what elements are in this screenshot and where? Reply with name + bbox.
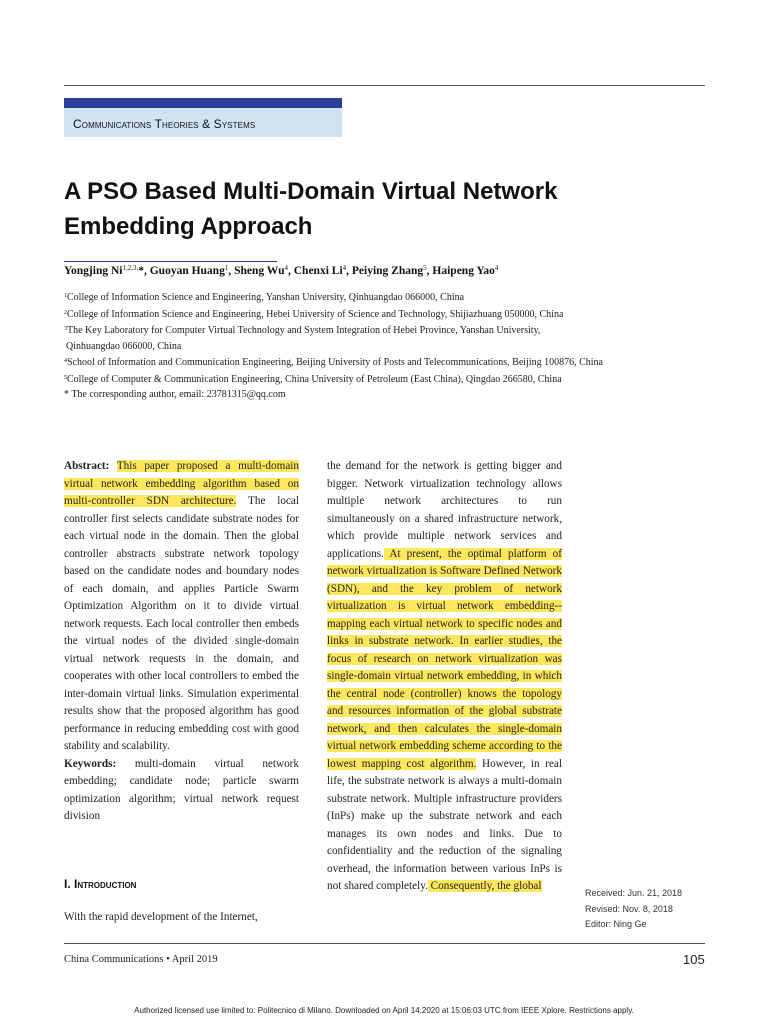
affiliation-list bbox=[64, 289, 603, 403]
affiliation-sup: 4 bbox=[64, 358, 67, 364]
page-number: 105 bbox=[683, 952, 705, 967]
author-sep: , bbox=[228, 265, 235, 277]
author-affil-sup: 4 bbox=[342, 264, 347, 272]
author-name: Haipeng Yao bbox=[432, 265, 495, 277]
author-name: Peiying Zhang bbox=[351, 265, 424, 277]
affiliation-item bbox=[64, 306, 603, 323]
affiliation-sup: 3 bbox=[64, 326, 67, 332]
license-notice: Authorized licensed use limited to: Politecnico di Milano. Downloaded on April 14,2020 at 15:06:03 UTC from IEEE Xplore. Restrictions apply. bbox=[134, 1006, 634, 1015]
author-sep: , bbox=[346, 265, 352, 277]
author-affil-sup: 1 bbox=[224, 264, 229, 272]
section-label: Communications Theories & Systems bbox=[73, 117, 256, 131]
body-highlight: At present, the optimal platform of network virtualization is Software Defined Network (SDN), and the key problem of network virtualization is virtual network embedding-- mapping each virtual network to specific nodes and links in substrate network. In earlier studies, the focus of research on network virtualization was single-domain virtual network embedding, in which the central node (controller) knows the topology and resources information of the global substrate network, and then calculates the single-domain virtual network embedding scheme according to the lowest mapping cost algorithm. bbox=[327, 547, 562, 770]
author-affil-sup: 4 bbox=[494, 264, 499, 272]
footer-rule bbox=[64, 943, 705, 944]
affiliation-text: Qinhuangdao 066000, China bbox=[66, 340, 182, 352]
affiliation-text: College of Information Science and Engineering, Hebei University of Science and Technology, Shijiazhuang 050000, China bbox=[67, 308, 564, 320]
keywords bbox=[64, 756, 299, 826]
section-heading bbox=[64, 877, 136, 891]
received-date: Received: Jun. 21, 2018 bbox=[585, 888, 683, 898]
author-sep: *, bbox=[138, 265, 150, 277]
keywords-label: Keywords: bbox=[64, 757, 117, 770]
author-affil-sup: 1,2,3, bbox=[122, 264, 139, 272]
affiliation-sup: 5 bbox=[64, 374, 67, 381]
paper-title: A PSO Based Multi-Domain Virtual Network Embedding Approach bbox=[64, 178, 558, 240]
body-text: the demand for the network is getting bigger and bigger. Network virtualization technology allows multiple network architectures to run simultaneously on a shared infrastructure network, which provide multiple network services and applications. bbox=[327, 460, 562, 560]
author-name: Sheng Wu bbox=[234, 265, 285, 277]
body-highlight: Consequently, the global bbox=[427, 880, 542, 892]
author-affil-sup: 4 bbox=[284, 264, 288, 272]
author-sep: , bbox=[288, 265, 294, 277]
author-affil-sup: 5 bbox=[423, 264, 427, 272]
affiliation-text: College of Computer & Communication Engineering, China University of Petroleum (East China), Qingdao 266580, China bbox=[67, 373, 562, 385]
author-name: Guoyan Huang bbox=[149, 265, 225, 277]
title-rule bbox=[64, 261, 277, 262]
section-title: Introduction bbox=[74, 877, 137, 891]
author-list bbox=[64, 264, 498, 277]
section-number: I. bbox=[64, 877, 71, 891]
affiliation-text: College of Information Science and Engineering, Yanshan University, Qinhuangdao 066000, China bbox=[67, 292, 465, 303]
affiliation-text: * The corresponding author, email: 23781315@qq.com bbox=[64, 389, 286, 400]
section-accent-bar bbox=[64, 98, 342, 108]
keywords-text: multi-domain virtual network embedding; candidate node; particle swarm optimization algorithm; virtual network request division bbox=[64, 757, 299, 822]
affiliation-item bbox=[64, 339, 603, 355]
intro-paragraph: With the rapid development of the Internet, bbox=[64, 911, 258, 923]
header-rule bbox=[64, 85, 705, 86]
author-name: Chenxi Li bbox=[293, 265, 343, 277]
affiliation-item bbox=[64, 354, 603, 371]
middle-column bbox=[327, 458, 562, 896]
article-dates bbox=[585, 886, 682, 933]
author-sep: , bbox=[426, 265, 433, 277]
abstract-body: The local controller first selects candidate substrate nodes for each virtual node in the domain. Then the global controller abstracts substrate network topology based on the candidate nodes and boundary nodes of each domain, and applies Particle Swarm Optimization Algorithm on it to divide virtual network requests. Each local controller then embeds the virtual nodes of the divided single-domain virtual network requests in the domain, and cooperates with other local controllers to embed the inter-domain virtual links. Simulation experimental results show that the proposed algorithm has good performance in reducing embedding cost with good stability and scalability. bbox=[64, 495, 299, 752]
abstract-label: Abstract: bbox=[64, 460, 110, 472]
revised-date: Revised: Nov. 8, 2018 bbox=[585, 903, 673, 914]
journal-footer: China Communications • April 2019 bbox=[64, 954, 218, 965]
body-text: However, in real life, the substrate network is always a multi-domain substrate network. Multiple infrastructure providers (InPs) make up the substrate network and each manages its own nodes and links. Due to confidentiality and the reduction of the signaling overhead, the information between various InPs is not shared completely. bbox=[327, 757, 562, 892]
affiliation-sup: 1 bbox=[64, 293, 67, 299]
affiliation-item bbox=[64, 371, 603, 388]
left-column bbox=[64, 458, 299, 826]
affiliation-item bbox=[64, 322, 603, 339]
affiliation-item bbox=[64, 289, 603, 306]
editor: Editor: Ning Ge bbox=[585, 919, 647, 929]
abstract-highlight: This paper proposed a multi-domain virtual network embedding algorithm based on multi-controller SDN architecture. bbox=[64, 460, 299, 507]
affiliation-text: School of Information and Communication Engineering, Beijing University of Posts and Telecommunications, Beijing 100876, China bbox=[67, 357, 603, 368]
affiliation-sup: 2 bbox=[64, 309, 67, 316]
author-name: Yongjing Ni bbox=[64, 265, 123, 277]
affiliation-text: The Key Laboratory for Computer Virtual Technology and System Integration of Hebei Province, Yanshan University, bbox=[67, 325, 541, 336]
corresponding-author bbox=[64, 387, 603, 403]
abstract bbox=[64, 458, 299, 756]
